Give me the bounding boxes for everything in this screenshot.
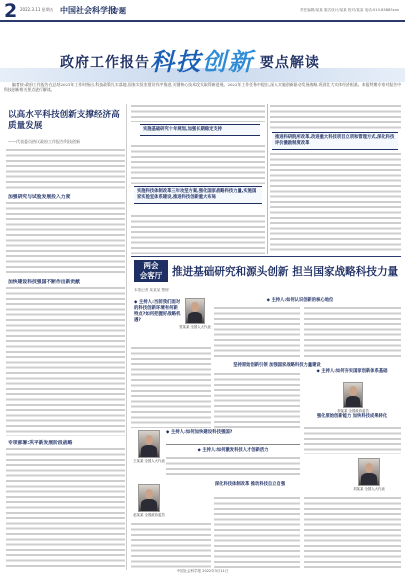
left-subline: ——代表委员热议政府工作报告科技创新 <box>8 139 80 144</box>
panel-text-block-10 <box>304 496 401 568</box>
banner-word-innovation: 创新 <box>202 48 254 76</box>
panel-text-block-8 <box>131 522 211 568</box>
right-quote: 推进科研院所改革,改进重大科技项目立项和管理方式,深化科技评价激励制度改革 <box>272 132 398 150</box>
panel-tag <box>134 260 168 282</box>
middle-text-block-3 <box>131 214 265 254</box>
panel-text-block-1 <box>214 306 300 360</box>
left-subhead-3: 专项部署:巩平新发展阶段战略 <box>8 441 73 446</box>
portrait-caption-1: 张某某 全国人大代表 <box>179 325 211 329</box>
editor-note-text: 编者按:政府工作报告在总结2021年工作时指出,科技政策扎实落地,国家实验室建设有序推进,关键核心技术攻关取得新进展。2022年工作任务中提出,深入实施创新驱动发展战略,巩固壮大实体经济根基。本报特邀专家对报告中科技创新相关要点进行解读。 <box>4 82 401 93</box>
panel-text-block-5 <box>214 372 300 428</box>
editor-line: 责任编辑/某某 版式设计/某某 校对/某某 电话:010-85885xxx <box>300 8 399 12</box>
panel-tag-line1: 两会 <box>143 261 159 270</box>
left-text-block-4 <box>6 447 125 567</box>
middle-text-block-2 <box>131 144 265 184</box>
panel-tag-line2: 会客厅 <box>139 271 163 280</box>
banner <box>0 24 405 78</box>
banner-title <box>60 42 320 77</box>
portrait-caption-5: 刘某某 全国人大代表 <box>353 487 385 491</box>
panel-pull-quote-1: ◆ 主持人:当前我们面对的科技创新环境有何新特点?如何把握好战略机遇? <box>134 300 181 323</box>
right-text-block-2 <box>270 152 401 254</box>
page-footer: 中国社会科学报 2022年3月11日 <box>176 569 229 573</box>
left-text-block-3 <box>6 286 125 436</box>
middle-text-block-1 <box>131 104 265 122</box>
panel-question-3: ◆ 主持人:如何夯实国家创新体系基础 <box>316 369 388 374</box>
portrait-photo-5 <box>358 458 380 486</box>
page-number: 2 <box>4 0 18 22</box>
portrait-caption-4: 赵某某 全国政协委员 <box>133 513 165 517</box>
banner-prefix: 政府工作报告 <box>60 55 150 71</box>
left-subhead-1: 加强研究与试验发展投入力度 <box>8 195 71 200</box>
middle-quote-1: 实施基础研究十年规划,加强长期稳定支持 <box>140 124 260 136</box>
left-text-block-1 <box>6 148 125 190</box>
editor-note <box>4 82 401 104</box>
issue-date: 2022.3.11 星期五 <box>20 7 54 12</box>
right-text-block-1 <box>270 104 401 130</box>
panel-question-6: 深化科技体制改革 推动科技自立自强 <box>214 482 286 487</box>
panel-question-4: 强化原始创新能力 加快科技成果转化 <box>316 414 388 419</box>
panel-text-block-7 <box>166 456 300 478</box>
portrait-caption-2: 李某某 全国政协委员 <box>337 409 369 413</box>
panel-title: 推进基础研究和源头创新 担当国家战略科技力量 <box>172 266 399 278</box>
panel-question-5: ◆ 主持人:如何激发科技人才创新活力 <box>197 448 269 453</box>
portrait-caption-3: 王某某 全国人大代表 <box>133 459 165 463</box>
portrait-photo-2 <box>343 382 363 408</box>
banner-suffix: 要点解读 <box>259 55 320 71</box>
panel-question-1: ◆ 主持人:如何认识创新的核心地位 <box>266 298 334 303</box>
portrait-photo-3 <box>138 430 160 458</box>
paper-name: 中国社会科学报 <box>60 5 116 15</box>
panel-text-block-3 <box>131 346 211 376</box>
panel-text-block-2 <box>304 306 401 360</box>
panel-rule <box>166 444 300 445</box>
portrait-photo-4 <box>138 484 160 512</box>
panel-byline: 本报记者 某某某 整理 <box>134 288 169 292</box>
left-headline: 以高水平科技创新支撑经济高质量发展 <box>8 110 120 131</box>
panel-question-2: 坚持原始创新引领 加强国家战略科技力量建设 <box>233 363 321 368</box>
panel-text-block-4 <box>131 378 211 428</box>
column-divider <box>267 104 268 254</box>
panel-text-block-6 <box>304 426 401 454</box>
middle-quote-2: 实施科技体制改革三年攻坚方案,强化国家战略科技力量,实施国家实验室体系建设,推进科技创新重大布局 <box>134 186 262 204</box>
masthead <box>0 0 405 22</box>
left-subhead-2: 加快建设科技强国不断作出新贡献 <box>8 280 80 285</box>
section-name: 专题 <box>112 7 126 15</box>
left-text-block-2 <box>6 201 125 275</box>
panel-text-block-9 <box>214 496 300 568</box>
banner-word-science: 科技 <box>150 48 202 76</box>
panel-pull-quote-2: ◆ 主持人:如何加快建设科技强国? <box>166 430 233 435</box>
portrait-photo-1 <box>185 298 205 324</box>
